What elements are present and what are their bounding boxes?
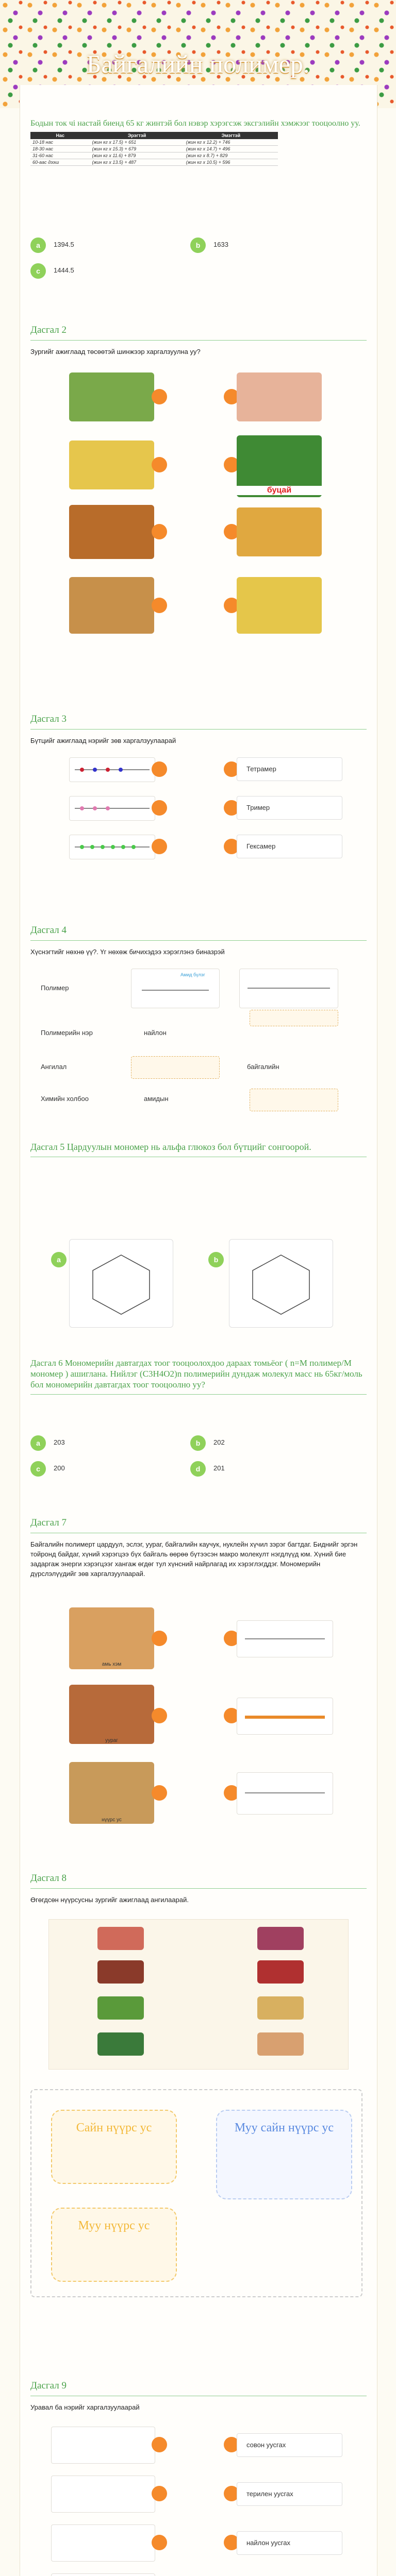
- formula-card[interactable]: [51, 2476, 155, 2513]
- table-row: [30, 152, 278, 159]
- match-dot[interactable]: [152, 389, 167, 404]
- table-cell: 18-30 нас: [30, 146, 90, 152]
- answer-option-c[interactable]: [30, 260, 185, 283]
- food-image-bread[interactable]: [237, 507, 322, 556]
- answer-drop-zone[interactable]: [250, 1089, 338, 1111]
- answer-option-a[interactable]: [30, 1432, 185, 1455]
- formula-card[interactable]: [51, 2524, 155, 2562]
- answer-option-c[interactable]: [30, 1458, 185, 1481]
- image-caption: уураг: [105, 1738, 118, 1743]
- exercise-7: [30, 1517, 367, 1579]
- option-letter-a[interactable]: a: [51, 1252, 67, 1267]
- option-letter: b: [190, 1435, 206, 1451]
- table-cell: (жин кг х 10.5) + 596: [184, 159, 278, 166]
- food-image-meat[interactable]: [237, 372, 322, 421]
- table-row: [30, 146, 278, 152]
- structure-card[interactable]: [69, 835, 155, 859]
- food-item[interactable]: [97, 1960, 144, 1984]
- table-cell: (жин кг х 14.7) + 496: [184, 146, 278, 152]
- page-title: Байгалийн полимер.: [86, 49, 310, 78]
- structure-card[interactable]: [69, 796, 155, 821]
- formula-card[interactable]: [51, 2427, 155, 2464]
- answer-option-b[interactable]: [190, 234, 345, 257]
- glucose-structure-a[interactable]: [69, 1239, 173, 1328]
- food-image-chicken[interactable]: [69, 505, 154, 559]
- label-card[interactable]: Тример: [237, 796, 342, 820]
- exercise-title: Дасгал 3: [30, 714, 367, 730]
- option-text: 203: [54, 1438, 65, 1446]
- match-dot[interactable]: [152, 2486, 167, 2501]
- bead: [119, 768, 123, 772]
- bead: [106, 768, 110, 772]
- label-card[interactable]: совон уусгах: [237, 2433, 342, 2457]
- intro-text: Бодын ток чі настай биенд 65 кг жинтэй бол нэвэр хэрэгсэж эксгэлийн хэмжээг тооцоолно уу.: [30, 119, 360, 128]
- match-dot[interactable]: [152, 1631, 167, 1646]
- table-header: Нас: [30, 132, 90, 139]
- bead: [80, 845, 84, 849]
- food-item[interactable]: [257, 2032, 304, 2056]
- worksheet: [20, 85, 377, 2576]
- structure-card[interactable]: [69, 757, 155, 782]
- table-cell: (жин кг х 17.5) + 651: [90, 139, 184, 146]
- row-value: байгалийн: [247, 1063, 279, 1071]
- formula-image: [239, 969, 338, 1008]
- match-dot[interactable]: [152, 524, 167, 539]
- formula-chain: [248, 988, 330, 989]
- bead: [101, 845, 105, 849]
- match-dot[interactable]: [152, 2535, 167, 2550]
- food-image-butter[interactable]: [69, 440, 154, 489]
- row-value: найлон: [144, 1029, 167, 1037]
- label-card[interactable]: Тетрамер: [237, 757, 342, 781]
- category-cloud[interactable]: [51, 2208, 177, 2282]
- image-caption: нүүрс ус: [102, 1817, 122, 1823]
- formula-card[interactable]: [51, 2573, 155, 2576]
- table-cell: (жин кг х 15.3) + 679: [90, 146, 184, 152]
- table-row: [30, 139, 278, 146]
- bead: [90, 845, 94, 849]
- food-item[interactable]: [97, 2032, 144, 2056]
- option-text: 200: [54, 1464, 65, 1472]
- match-dot[interactable]: [152, 457, 167, 472]
- answer-drop-zone[interactable]: [131, 1056, 220, 1079]
- exercise-title: Дасгал 5 Цардуулын мономер нь альфа глюкоз бол бүтцийг сонгоорой.: [30, 1141, 367, 1157]
- exercise-title: Дасгал 4: [30, 925, 367, 941]
- row-label: Полимер: [41, 984, 69, 992]
- glucose-ring-diagram: [70, 1240, 173, 1327]
- formula-image: [131, 969, 220, 1008]
- answer-drop-zone[interactable]: [250, 1010, 338, 1026]
- monomer-chain: [245, 1638, 325, 1639]
- food-item[interactable]: [257, 1960, 304, 1984]
- metabolism-table: [30, 132, 278, 166]
- food-image-cookies[interactable]: [69, 577, 154, 634]
- option-letter: c: [30, 263, 46, 279]
- food-image-protein[interactable]: [69, 1685, 154, 1744]
- formula-chain: [142, 990, 209, 991]
- option-letter: a: [30, 1435, 46, 1451]
- exercise-prompt: Бүтцийг ажиглаад нэрийг зөв харгалзуулаарай: [30, 737, 176, 744]
- table-cell: (жин кг х 8.7) + 829: [184, 152, 278, 159]
- category-cloud[interactable]: [216, 2110, 352, 2199]
- match-dot[interactable]: [152, 2437, 167, 2452]
- bead: [80, 806, 84, 810]
- exercise-title: Дасгал 8: [30, 1873, 367, 1889]
- food-item[interactable]: [97, 1996, 144, 2020]
- exercise-title: Дасгал 9: [30, 2380, 367, 2396]
- exercise-prompt: Зургийг ажиглаад төсөөтэй шинжээр харгалзуулна уу?: [30, 348, 201, 355]
- match-dot[interactable]: [152, 761, 167, 777]
- table-row: [30, 159, 278, 166]
- table-cell: 60-аас дээш: [30, 159, 90, 166]
- option-text: 1394.5: [54, 241, 74, 248]
- table-cell: (жин кг х 11.6) + 879: [90, 152, 184, 159]
- image-caption: амь хэм: [102, 1662, 122, 1667]
- category-label: Сайн нүүрс ус: [76, 2121, 152, 2134]
- spinach-label: буцай: [237, 486, 322, 495]
- exercise-3: [30, 714, 367, 745]
- bead: [121, 845, 125, 849]
- category-label: Муу нүүрс ус: [78, 2219, 150, 2232]
- match-dot[interactable]: [152, 1785, 167, 1801]
- option-letter-b[interactable]: b: [208, 1252, 224, 1267]
- answer-option-d[interactable]: [190, 1458, 345, 1481]
- food-image-oil[interactable]: [237, 577, 322, 634]
- intro-section: [30, 118, 367, 166]
- glucose-ring-diagram: [229, 1240, 333, 1327]
- label-card[interactable]: Гексамер: [237, 835, 342, 858]
- label-card[interactable]: найлон уусгах: [237, 2531, 342, 2555]
- exercise-prompt: Хүснэгтийг нөхнө үү?. Үг нөхөж бичихэдээ хэрэглэнэ биназрэй: [30, 948, 225, 956]
- monomer-diagram[interactable]: [237, 1620, 333, 1657]
- row-value: амидын: [144, 1095, 169, 1103]
- table-cell: 31-60 нас: [30, 152, 90, 159]
- answer-option-b[interactable]: [190, 1432, 345, 1455]
- bead: [93, 768, 97, 772]
- formula-label: Амид бүлэг: [180, 972, 205, 977]
- exercise-8: [30, 1873, 367, 1905]
- monomer-chain: [245, 1716, 325, 1719]
- bead: [111, 845, 115, 849]
- food-item[interactable]: [257, 1996, 304, 2020]
- monomer-diagram[interactable]: [237, 1772, 333, 1815]
- table-header: Эрэгтэй: [90, 132, 184, 139]
- match-dot[interactable]: [152, 839, 167, 854]
- category-cloud[interactable]: [51, 2110, 177, 2184]
- exercise-6: [30, 1358, 367, 1395]
- category-label: Муу сайн нүүрс ус: [234, 2121, 334, 2134]
- monomer-diagram[interactable]: [237, 1698, 333, 1735]
- option-letter: b: [190, 238, 206, 253]
- food-item[interactable]: [257, 1927, 304, 1950]
- exercise-prompt: Уравал ба нэрийг харгалзуулаарай: [30, 2403, 140, 2411]
- label-card[interactable]: терилен уусгах: [237, 2482, 342, 2506]
- option-text: 202: [213, 1438, 225, 1446]
- glucose-structure-b[interactable]: [229, 1239, 333, 1328]
- monomer-chain: [245, 1792, 325, 1793]
- bead: [131, 845, 136, 849]
- chain-line: [75, 769, 150, 770]
- bead: [106, 806, 110, 810]
- food-image-carbs[interactable]: [69, 1762, 154, 1824]
- match-dot[interactable]: [152, 1708, 167, 1723]
- row-label: Полимерийн нэр: [41, 1029, 93, 1037]
- table-cell: (жин кг х 12.2) + 746: [184, 139, 278, 146]
- row-label: Ангилал: [41, 1063, 67, 1071]
- chain-line: [75, 808, 150, 809]
- table-cell: (жин кг х 13.5) + 487: [90, 159, 184, 166]
- option-letter: c: [30, 1461, 46, 1477]
- food-image-peas[interactable]: [69, 372, 154, 421]
- exercise-9: [30, 2380, 367, 2412]
- food-image-fat[interactable]: [69, 1607, 154, 1669]
- food-item[interactable]: [97, 1927, 144, 1950]
- option-text: 201: [213, 1464, 225, 1472]
- exercise-title: Дасгал 7: [30, 1517, 367, 1533]
- option-text: 1444.5: [54, 266, 74, 274]
- row-label: Химийн холбоо: [41, 1095, 89, 1103]
- table-header: Эмэгтэй: [184, 132, 278, 139]
- exercise-5: [30, 1141, 367, 1157]
- match-dot[interactable]: [152, 598, 167, 613]
- answer-option-a[interactable]: [30, 234, 185, 257]
- exercise-4: [30, 925, 367, 957]
- match-dot[interactable]: [152, 800, 167, 816]
- exercise-prompt: Байгалийн полимерт цардуул, эслэг, уураг, байгалийн каучук, нуклейн хүчил зэрэг багтдаг. Биднийг эргэн тойронд байдаг, хүний хэрэгцээ бүх байгаль өөрөө бүтээсэн макро молекулт нэгдлүүд юм. Хүний бие задаргаж энерги хэрэгцээг хангаж өгдөг тул хүнсний найрлагад их хэрэглэгддэг. Мономерийн дүрслэлүүдийг зөв харгалзуулаарай.: [30, 1540, 358, 1578]
- exercise-title: Дасгал 6 Мономерийн давтагдах тоог тооцоолохдоо дараах томьёог ( n=M полимер/M мономер ) ашиглана. Нийлэг (C3H4O2)n полимерийн дундаж молекул масс нь 65кг/моль бол мономерийн давтагдах тоог тооцоолно уу?: [30, 1358, 367, 1395]
- exercise-prompt: Өгөгдсөн нүүрсусны зургийг ажиглаад ангилаарай.: [30, 1896, 189, 1904]
- table-cell: 10-18 нас: [30, 139, 90, 146]
- bead: [80, 768, 84, 772]
- exercise-2: [30, 325, 367, 357]
- option-letter: a: [30, 238, 46, 253]
- bead: [93, 806, 97, 810]
- option-letter: d: [190, 1461, 206, 1477]
- option-text: 1633: [213, 241, 228, 248]
- exercise-title: Дасгал 2: [30, 325, 367, 341]
